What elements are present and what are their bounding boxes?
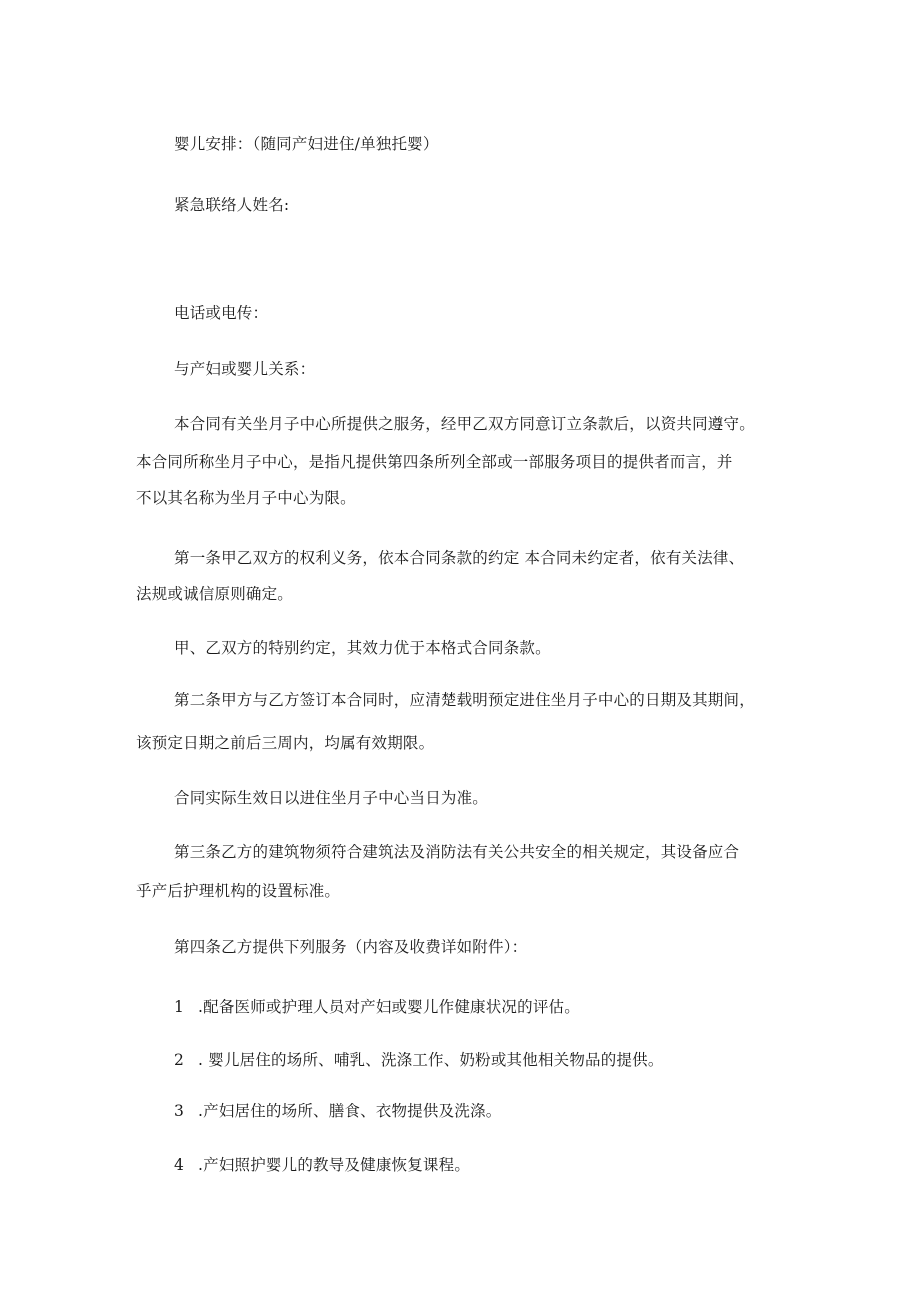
relationship-field: 与产妇或婴儿关系： — [174, 360, 316, 378]
service-item-number: 4 — [174, 1156, 185, 1174]
article-3-line-2: 乎产后护理机构的设置标准。 — [136, 882, 341, 900]
special-agreement-paragraph: 甲、乙双方的特别约定，其效力优于本格式合同条款。 — [174, 639, 551, 657]
article-4-heading: 第四条乙方提供下列服务（内容及收费详如附件）： — [174, 938, 528, 956]
service-list-item — [174, 1101, 501, 1121]
intro-paragraph-line-3: 不以其名称为坐月子中心为限。 — [136, 489, 356, 507]
baby-arrangement-field: 婴儿安排：（随同产妇进住/单独托婴） — [174, 135, 439, 153]
service-item-text: . 婴儿居住的场所、哺乳、洗涤工作、奶粉或其他相关物品的提供。 — [198, 1051, 664, 1069]
service-list-item — [174, 1050, 664, 1070]
article-1-line-1: 第一条甲乙双方的权利义务，依本合同条款的约定 本合同未约定者，依有关法律、 — [174, 549, 745, 567]
article-2-line-2: 该预定日期之前后三周内，均属有效期限。 — [136, 734, 435, 752]
article-3-line-1: 第三条乙方的建筑物须符合建筑法及消防法有关公共安全的相关规定，其设备应合 — [174, 843, 740, 861]
emergency-contact-name-field: 紧急联络人姓名: — [174, 196, 290, 214]
service-item-text: .配备医师或护理人员对产妇或婴儿作健康状况的评估。 — [198, 998, 580, 1016]
intro-paragraph-line-2: 本合同所称坐月子中心，是指凡提供第四条所列全部或一部服务项目的提供者而言，并 — [136, 453, 733, 471]
service-item-text: .产妇照护婴儿的教导及健康恢复课程。 — [198, 1156, 471, 1174]
article-1-line-2: 法规或诚信原则确定。 — [136, 585, 294, 603]
service-item-number: 2 — [174, 1051, 185, 1069]
service-item-number: 3 — [174, 1102, 185, 1120]
service-item-text: .产妇居住的场所、膳食、衣物提供及洗涤。 — [198, 1102, 502, 1120]
phone-or-fax-field: 电话或电传： — [174, 304, 269, 322]
article-2-line-1: 第二条甲方与乙方签订本合同时，应清楚载明预定进住坐月子中心的日期及其期间， — [174, 691, 755, 709]
service-item-number: 1 — [174, 998, 185, 1016]
effective-date-paragraph: 合同实际生效日以进住坐月子中心当日为准。 — [174, 789, 489, 807]
service-list-item — [174, 997, 580, 1017]
intro-paragraph-line-1: 本合同有关坐月子中心所提供之服务，经甲乙双方同意订立条款后，以资共同遵守。 — [174, 415, 755, 433]
service-list-item — [174, 1155, 470, 1175]
